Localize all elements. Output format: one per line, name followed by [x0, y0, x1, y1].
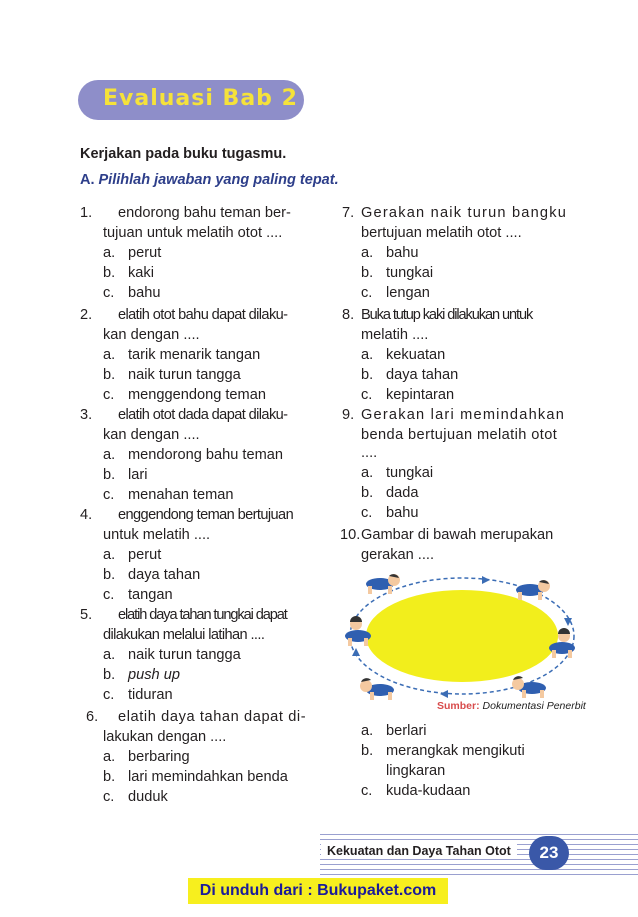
- option-text: tungkai: [386, 465, 434, 481]
- question-text: untuk melatih ....: [103, 527, 211, 543]
- question-text: elatih daya tahan tungkai dapat: [118, 607, 287, 623]
- option-text: perut: [128, 245, 162, 261]
- section-heading: [80, 172, 339, 188]
- option-letter: b.: [361, 743, 374, 759]
- question-text: elatih otot bahu dapat dilaku-: [118, 307, 288, 323]
- question-number: 10.: [340, 527, 361, 543]
- question-text: bertujuan melatih otot ....: [361, 225, 522, 241]
- option-text: merangkak mengikuti: [386, 743, 525, 759]
- question-text: ....: [361, 445, 378, 461]
- option-text: lengan: [386, 285, 430, 301]
- option-text: perut: [128, 547, 162, 563]
- option-letter: b.: [103, 567, 116, 583]
- option-letter: c.: [103, 789, 115, 805]
- question-text: melatih ....: [361, 327, 429, 343]
- question-number: 2.: [80, 307, 93, 323]
- option-letter: a.: [361, 347, 374, 363]
- option-letter: c.: [361, 285, 373, 301]
- option-text: daya tahan: [386, 367, 459, 383]
- option-letter: b.: [361, 367, 374, 383]
- question-text: lakukan dengan ....: [103, 729, 227, 745]
- option-text: duduk: [128, 789, 168, 805]
- option-text: naik turun tangga: [128, 367, 241, 383]
- question-number: 1.: [80, 205, 93, 221]
- question-number: 8.: [342, 307, 355, 323]
- option-letter: c.: [103, 487, 115, 503]
- caption-source-label: Sumber:: [437, 700, 480, 712]
- footer-chapter-title: Kekuatan dan Daya Tahan Otot: [321, 844, 517, 858]
- option-text: bahu: [386, 505, 419, 521]
- option-text: kuda-kudaan: [386, 783, 471, 799]
- option-letter: b.: [103, 467, 116, 483]
- option-text: daya tahan: [128, 567, 201, 583]
- question-text: gerakan ....: [361, 547, 435, 563]
- question-number: 5.: [80, 607, 93, 623]
- figure-caption: [437, 700, 586, 712]
- question-text: tujuan untuk melatih otot ....: [103, 225, 283, 241]
- question-number: 3.: [80, 407, 93, 423]
- child-figure: [360, 678, 394, 700]
- option-letter: a.: [103, 749, 116, 765]
- option-text: mendorong bahu teman: [128, 447, 283, 463]
- option-text: bahu: [128, 285, 161, 301]
- option-letter: b.: [103, 769, 116, 785]
- option-text: menahan teman: [128, 487, 234, 503]
- option-letter: a.: [103, 547, 116, 563]
- option-text: bahu: [386, 245, 419, 261]
- option-letter: a.: [103, 647, 116, 663]
- instruction-text: Kerjakan pada buku tugasmu.: [80, 146, 287, 162]
- page-number: 23: [529, 836, 569, 870]
- question-text: kan dengan ....: [103, 427, 200, 443]
- question-text: Gerakan naik turun bangku: [361, 205, 568, 221]
- option-letter: c.: [103, 587, 115, 603]
- option-letter: b.: [103, 367, 116, 383]
- child-figure: [512, 676, 546, 698]
- option-letter: a.: [361, 245, 374, 261]
- question-text: dilakukan melalui latihan ....: [103, 627, 265, 643]
- question-text: endorong bahu teman ber-: [118, 205, 291, 221]
- option-letter: b.: [103, 667, 116, 683]
- option-letter: a.: [103, 447, 116, 463]
- option-text: tiduran: [128, 687, 173, 703]
- option-text: dada: [386, 485, 419, 501]
- option-text: kepintaran: [386, 387, 455, 403]
- option-text: menggendong teman: [128, 387, 266, 403]
- option-text: lari: [128, 467, 148, 483]
- option-letter: a.: [361, 465, 374, 481]
- child-figure: [516, 580, 550, 600]
- option-letter: c.: [103, 387, 115, 403]
- option-text: berlari: [386, 723, 427, 739]
- caption-source-text: Dokumentasi Penerbit: [482, 700, 586, 712]
- option-letter: a.: [103, 347, 116, 363]
- option-text: lari memindahkan benda: [128, 769, 288, 785]
- chapter-header-title: Evaluasi Bab 2: [103, 86, 298, 111]
- option-text: berbaring: [128, 749, 190, 765]
- question-text: benda bertujuan melatih otot: [361, 427, 558, 443]
- question-number: 7.: [342, 205, 355, 221]
- option-letter: b.: [361, 265, 374, 281]
- question-text: Gerakan lari memindahkan: [361, 407, 566, 423]
- option-letter: c.: [103, 687, 115, 703]
- arrow-icon: [440, 690, 448, 698]
- question-number: 6.: [86, 709, 99, 725]
- option-letter: c.: [103, 285, 115, 301]
- section-text: Pilihlah jawaban yang paling tepat.: [98, 172, 339, 188]
- option-letter: c.: [361, 387, 373, 403]
- question-number: 9.: [342, 407, 355, 423]
- option-letter: a.: [103, 245, 116, 261]
- option-letter: b.: [361, 485, 374, 501]
- option-letter: a.: [361, 723, 374, 739]
- crawling-circle-illustration: [340, 566, 586, 708]
- option-text-continuation: lingkaran: [386, 763, 446, 779]
- question-text: elatih daya tahan dapat di-: [118, 709, 307, 725]
- question-text: Buka tutup kaki dilakukan untuk: [361, 307, 533, 323]
- question-text: enggendong teman bertujuan: [118, 507, 294, 523]
- option-letter: b.: [103, 265, 116, 281]
- yellow-ellipse: [366, 590, 558, 682]
- option-text: kaki: [128, 265, 154, 281]
- option-text: push up: [128, 667, 180, 683]
- child-figure: [366, 574, 400, 594]
- arrow-icon: [482, 576, 490, 584]
- question-text: elatih otot dada dapat dilaku-: [118, 407, 288, 423]
- section-letter: A.: [80, 172, 95, 188]
- question-number: 4.: [80, 507, 93, 523]
- option-letter: c.: [361, 505, 373, 521]
- option-letter: c.: [361, 783, 373, 799]
- option-text: tungkai: [386, 265, 434, 281]
- option-text: tarik menarik tangan: [128, 347, 261, 363]
- option-text: kekuatan: [386, 347, 446, 363]
- question-text: Gambar di bawah merupakan: [361, 527, 554, 543]
- download-banner[interactable]: Di unduh dari : Bukupaket.com: [188, 878, 448, 904]
- option-text: naik turun tangga: [128, 647, 241, 663]
- option-text: tangan: [128, 587, 173, 603]
- question-text: kan dengan ....: [103, 327, 200, 343]
